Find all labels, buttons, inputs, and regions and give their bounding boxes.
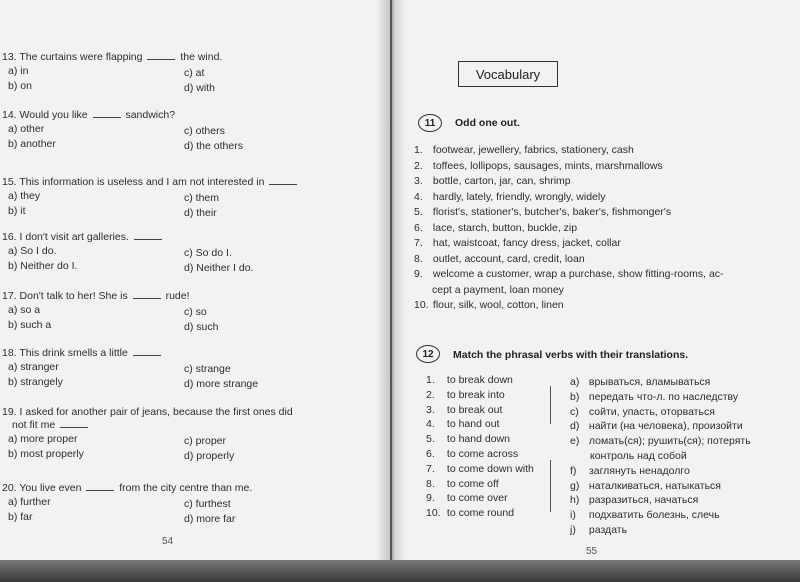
option-c: c) proper — [184, 435, 227, 447]
exercise-11-title: Odd one out. — [455, 117, 520, 129]
translation-letter: a) — [570, 376, 580, 388]
question-text-after-blank: from the city centre than me. — [116, 482, 253, 494]
item-number: 5. — [414, 206, 423, 218]
item-number: 9. — [414, 268, 423, 280]
item-words: welcome a customer, wrap a purchase, show fitting-rooms, ac- — [430, 268, 724, 280]
question-text-after-blank: the wind. — [177, 51, 223, 63]
option-b: b) Neither do I. — [8, 260, 78, 272]
answer-blank — [60, 419, 88, 428]
item-number: 7. — [414, 237, 423, 249]
item-words: outlet, account, card, credit, loan — [430, 252, 585, 265]
item-number: 3. — [414, 175, 423, 187]
option-d: d) such — [184, 321, 219, 333]
translation-item — [570, 509, 720, 521]
translation-letter: d) — [570, 420, 580, 433]
option-b: b) it — [8, 205, 26, 217]
odd-one-out-item — [414, 175, 571, 187]
exercise-12-title: Match the phrasal verbs with their translations. — [453, 349, 689, 361]
odd-one-out-item — [414, 160, 663, 172]
odd-one-out-item — [414, 299, 564, 311]
translation-item — [570, 465, 690, 477]
translation-item — [570, 524, 627, 536]
phrasal-verb-item — [426, 448, 518, 460]
option-c: c) at — [184, 67, 205, 79]
question-text: You live even — [19, 482, 85, 494]
phrasal-verb: to hand down — [444, 433, 510, 446]
question-text: This information is useless and I am not interested in — [19, 176, 268, 188]
phrasal-verb-item — [426, 418, 499, 430]
option-d: d) the others — [184, 140, 243, 152]
question-stem — [2, 109, 175, 121]
translation-letter: f) — [570, 464, 577, 477]
odd-one-out-item — [414, 237, 621, 249]
option-a: a) more proper — [8, 433, 78, 445]
bracket-line — [550, 460, 551, 512]
bracket-line — [550, 386, 551, 424]
phrasal-verb: to come over — [444, 492, 508, 505]
phrasal-verb: to break out — [444, 403, 503, 416]
option-d: d) Neither I do. — [184, 262, 254, 274]
odd-one-out-item — [414, 253, 585, 265]
verb-number: 3. — [426, 403, 435, 416]
translation-text-continued: контроль над собой — [590, 450, 687, 462]
translation-item — [570, 376, 710, 388]
translation-text: передать что-л. по наследству — [586, 390, 739, 403]
translation-letter: b) — [570, 390, 580, 403]
odd-one-out-item — [414, 206, 671, 218]
question-text: This drink smells a little — [19, 347, 131, 359]
translation-item — [570, 391, 738, 403]
item-number: 6. — [414, 221, 423, 234]
question-number: 13. — [2, 51, 20, 63]
phrasal-verb: to break down — [444, 374, 513, 386]
answer-blank — [147, 51, 175, 60]
question-text: not fit me — [12, 419, 59, 431]
verb-number: 4. — [426, 418, 435, 431]
item-words: footwear, jewellery, fabrics, stationery, cash — [430, 144, 634, 156]
question-number: 15. — [2, 176, 20, 188]
phrasal-verb: to come off — [444, 477, 499, 490]
option-d: d) more far — [184, 513, 236, 525]
phrasal-verb: to come down with — [444, 462, 534, 475]
item-words: hat, waistcoat, fancy dress, jacket, collar — [430, 237, 621, 249]
translation-text: подхватить болезнь, слечь — [586, 509, 720, 522]
question-text: I don't visit art galleries. — [19, 231, 132, 243]
phrasal-verb-item — [426, 389, 505, 401]
translation-text: врываться, вламываться — [586, 376, 711, 388]
option-b: b) on — [8, 80, 32, 92]
exercise-11-number: 11 — [418, 114, 442, 132]
question-text-after-blank: sandwich? — [122, 109, 176, 121]
verb-number: 7. — [426, 462, 435, 475]
phrasal-verb-item — [426, 463, 534, 475]
option-c: c) strange — [184, 363, 231, 375]
option-c: c) So do I. — [184, 247, 232, 259]
translation-item — [570, 494, 698, 506]
option-a: a) further — [8, 496, 51, 508]
answer-blank — [93, 109, 121, 118]
phrasal-verb: to come across — [444, 448, 519, 460]
question-text: I asked for another pair of jeans, because the first ones did — [19, 406, 293, 418]
item-number: 1. — [414, 144, 423, 156]
question-stem — [2, 290, 190, 302]
question-text: The curtains were flapping — [19, 51, 146, 63]
phrasal-verb-item — [426, 478, 499, 490]
translation-text: ломать(ся); рушить(ся); потерять — [586, 435, 751, 448]
translation-letter: i) — [570, 509, 576, 522]
verb-number: 9. — [426, 492, 435, 505]
phrasal-verb-item — [426, 507, 514, 519]
translation-text: разразиться, начаться — [586, 494, 699, 507]
option-d: d) their — [184, 207, 217, 219]
bottom-edge — [0, 560, 800, 582]
item-words: flour, silk, wool, cotton, linen — [430, 299, 564, 311]
option-c: c) them — [184, 192, 220, 204]
item-words: lace, starch, button, buckle, zip — [430, 221, 578, 234]
translation-item — [570, 406, 715, 418]
phrasal-verb: to come round — [444, 507, 515, 520]
option-c: c) so — [184, 306, 207, 318]
question-stem — [2, 176, 299, 188]
item-number: 8. — [414, 252, 423, 265]
question-number: 20. — [2, 482, 20, 494]
translation-letter: e) — [570, 435, 580, 448]
question-number: 14. — [2, 109, 20, 121]
verb-number: 1. — [426, 374, 435, 386]
option-a: a) other — [8, 123, 45, 135]
option-d: d) properly — [184, 450, 235, 462]
question-stem — [2, 51, 222, 63]
phrasal-verb-item — [426, 492, 508, 504]
translation-text: найти (на человека), произойти — [586, 420, 743, 433]
answer-blank — [86, 482, 114, 491]
option-b: b) such a — [8, 319, 52, 331]
phrasal-verb-item — [426, 404, 502, 416]
answer-blank — [269, 176, 297, 185]
option-a: a) stranger — [8, 361, 59, 373]
question-number: 17. — [2, 290, 20, 302]
translation-letter: c) — [570, 405, 579, 418]
option-b: b) far — [8, 511, 33, 523]
phrasal-verb: to hand out — [444, 418, 500, 431]
phrasal-verb: to break into — [444, 388, 505, 401]
translation-text: наталкиваться, натыкаться — [586, 479, 721, 492]
section-title: Vocabulary — [458, 61, 558, 87]
item-words: toffees, lollipops, sausages, mints, marshmallows — [430, 159, 663, 172]
option-d: d) more strange — [184, 378, 259, 390]
odd-one-out-item — [414, 191, 605, 203]
item-words: florist's, stationer's, butcher's, baker's, fishmonger's — [430, 206, 672, 218]
option-c: c) furthest — [184, 498, 231, 510]
answer-blank — [133, 347, 161, 356]
question-text: Don't talk to her! She is — [19, 290, 131, 302]
translation-letter: h) — [570, 494, 580, 507]
verb-number: 6. — [426, 448, 435, 460]
question-text-line2 — [12, 419, 90, 431]
option-a: a) So I do. — [8, 245, 57, 257]
question-stem — [2, 482, 252, 494]
option-b: b) strangely — [8, 376, 63, 388]
item-words: hardly, lately, friendly, wrongly, widely — [430, 190, 606, 203]
page-number-left: 54 — [162, 536, 174, 547]
translation-item — [570, 480, 721, 492]
option-a: a) in — [8, 65, 29, 77]
option-b: b) most properly — [8, 448, 84, 460]
phrasal-verb-item — [426, 433, 510, 445]
question-number: 16. — [2, 231, 20, 243]
option-d: d) with — [184, 82, 215, 94]
translation-letter: j) — [570, 524, 576, 536]
question-stem — [2, 347, 163, 359]
verb-number: 5. — [426, 433, 435, 446]
answer-blank — [134, 231, 162, 240]
option-a: a) they — [8, 190, 41, 202]
translation-text: раздать — [586, 524, 628, 536]
option-b: b) another — [8, 138, 56, 150]
item-number: 2. — [414, 159, 423, 172]
phrasal-verb-item — [426, 374, 513, 386]
question-stem — [2, 231, 164, 243]
book-spine — [390, 0, 392, 568]
verb-number: 10. — [426, 507, 441, 520]
translation-text: сойти, упасть, оторваться — [586, 405, 715, 418]
question-text: Would you like — [19, 109, 91, 121]
odd-one-out-item — [414, 222, 577, 234]
option-a: a) so a — [8, 304, 41, 316]
item-words: bottle, carton, jar, can, shrimp — [430, 175, 571, 187]
item-number: 4. — [414, 190, 423, 203]
option-c: c) others — [184, 125, 225, 137]
translation-item — [570, 420, 743, 432]
item-number: 10. — [414, 299, 429, 311]
question-stem — [2, 406, 293, 418]
translation-item — [570, 435, 751, 447]
verb-number: 2. — [426, 388, 435, 401]
verb-number: 8. — [426, 477, 435, 490]
question-number: 19. — [2, 406, 20, 418]
odd-one-out-item — [414, 144, 634, 156]
item-words-continued: cept a payment, loan money — [432, 283, 564, 296]
question-number: 18. — [2, 347, 20, 359]
answer-blank — [133, 290, 161, 299]
question-text-after-blank: rude! — [162, 290, 190, 302]
translation-letter: g) — [570, 479, 580, 492]
odd-one-out-item — [414, 268, 724, 280]
translation-text: заглянуть ненадолго — [586, 464, 690, 477]
exercise-12-number: 12 — [416, 345, 440, 363]
page-number-right: 55 — [586, 546, 598, 557]
